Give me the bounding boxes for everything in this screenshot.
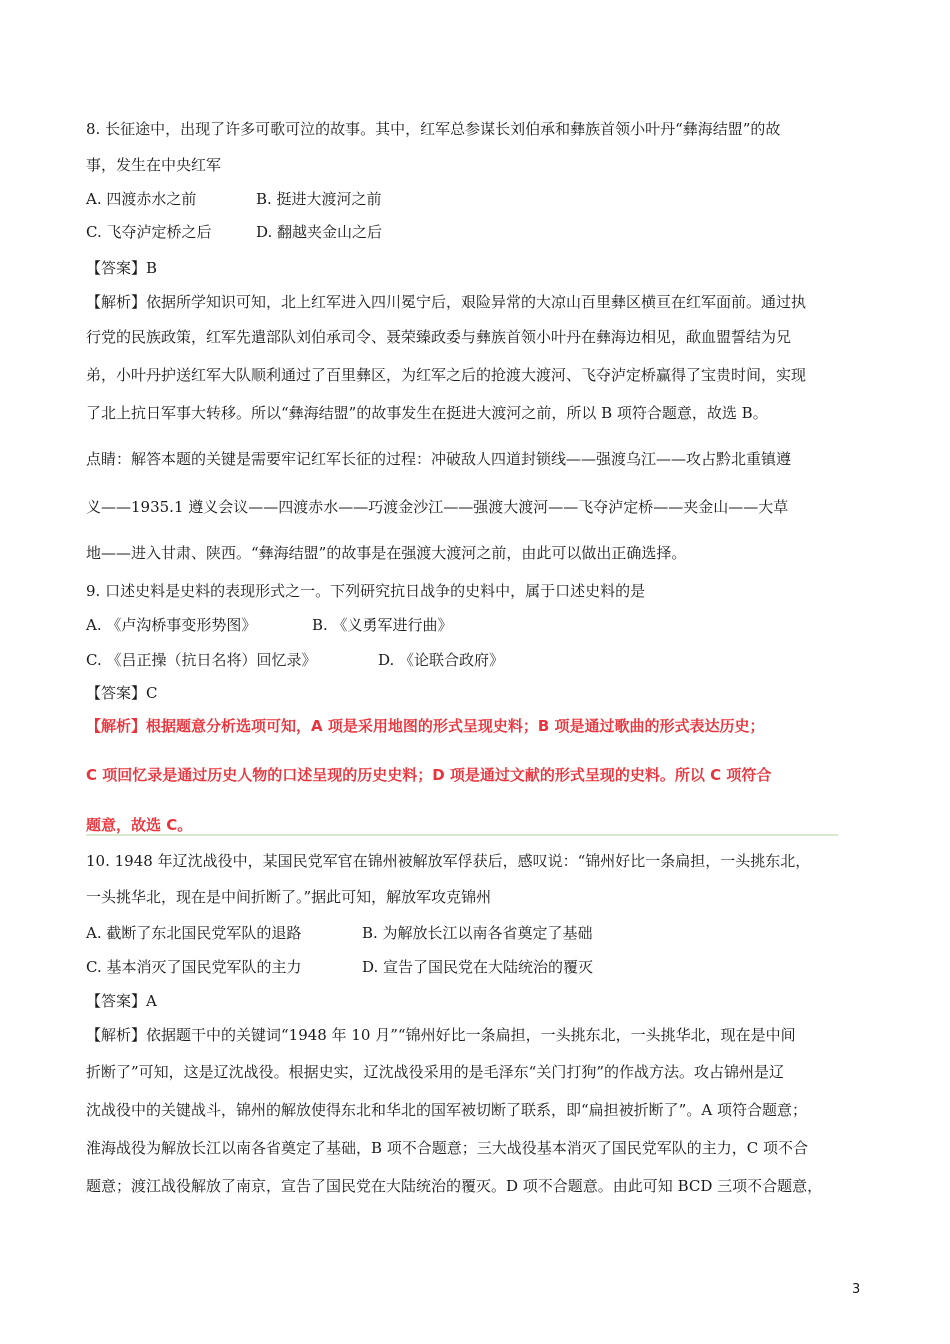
page-number: 3 [852, 1282, 861, 1297]
q9-analysis-line-1: 【解析】根据题意分析选项可知，A 项是采用地图的形式呈现史料；B 项是通过歌曲的形式表达历史； [86, 717, 765, 735]
q10-stem-line-1: 10. 1948 年辽沈战役中，某国民党军官在锦州被解放军俘获后，感叹说：“锦州好比一条扁担，一头挑东北， [86, 852, 811, 870]
q8-analysis-line-4: 了北上抗日军事大转移。所以“彝海结盟”的故事发生在挺进大渡河之前，所以 B 项符合题意，故选 B。 [86, 404, 768, 422]
q10-option-b: B. 为解放长江以南各省奠定了基础 [362, 924, 593, 942]
q9-options-row-1 [86, 614, 453, 636]
section-divider [86, 834, 838, 836]
q10-option-c: C. 基本消灭了国民党军队的主力 [86, 958, 302, 976]
q8-options-row-2 [86, 221, 382, 243]
q9-stem: 9. 口述史料是史料的表现形式之一。下列研究抗日战争的史料中，属于口述史料的是 [86, 582, 646, 600]
q10-analysis-line-1: 【解析】依据题干中的关键词“1948 年 10 月”“锦州好比一条扁担，一头挑东北，一头挑华北，现在是中间 [86, 1026, 796, 1044]
q10-stem-line-2: 一头挑华北，现在是中间折断了。”据此可知，解放军攻克锦州 [86, 888, 492, 906]
q9-option-b: B. 《义勇军进行曲》 [312, 616, 453, 634]
q9-analysis-line-2: C 项回忆录是通过历史人物的口述呈现的历史史料；D 项是通过文献的形式呈现的史料。所以 C 项符合 [86, 766, 772, 784]
q10-options-row-2 [86, 956, 593, 978]
q8-stem-line-1: 8. 长征途中，出现了许多可歌可泣的故事。其中，红军总参谋长刘伯承和彝族首领小叶丹“彝海结盟”的故 [86, 120, 781, 138]
q10-analysis-line-2: 折断了”可知，这是辽沈战役。根据史实，辽沈战役采用的是毛泽东“关门打狗”的作战方法。攻占锦州是辽 [86, 1063, 785, 1081]
q8-answer: 【答案】B [86, 259, 158, 277]
q9-option-d: D. 《论联合政府》 [378, 651, 505, 669]
q8-option-c: C. 飞夺泸定桥之后 [86, 223, 212, 241]
q10-analysis-line-5: 题意；渡江战役解放了南京，宣告了国民党在大陆统治的覆灭。D 项不合题意。由此可知 BCD 三项不合题意， [86, 1177, 823, 1195]
q9-analysis-line-3: 题意，故选 C。 [86, 816, 193, 834]
q8-tip-line-2: 义——1935.1 遵义会议——四渡赤水——巧渡金沙江——强渡大渡河——飞夺泸定桥——夹金山——大草 [86, 498, 789, 516]
q8-analysis-line-1: 【解析】依据所学知识可知，北上红军进入四川冕宁后，艰险异常的大凉山百里彝区横亘在红军面前。通过执 [86, 293, 807, 311]
q9-option-c: C. 《吕正操（抗日名将）回忆录》 [86, 651, 317, 669]
q8-options-row-1 [86, 188, 382, 210]
q10-option-a: A. 截断了东北国民党军队的退路 [86, 924, 302, 942]
q8-analysis-line-3: 弟，小叶丹护送红军大队顺利通过了百里彝区，为红军之后的抢渡大渡河、飞夺泸定桥赢得了宝贵时间，实现 [86, 366, 807, 384]
q8-analysis-line-2: 行党的民族政策，红军先遣部队刘伯承司令、聂荣臻政委与彝族首领小叶丹在彝海边相见，歃血盟誓结为兄 [86, 328, 792, 346]
q9-options-row-2 [86, 649, 504, 671]
q10-analysis-line-4: 淮海战役为解放长江以南各省奠定了基础，B 项不合题意；三大战役基本消灭了国民党军队的主力，C 项不合 [86, 1139, 809, 1157]
q10-answer: 【答案】A [86, 992, 157, 1010]
q10-analysis-line-3: 沈战役中的关键战斗，锦州的解放使得东北和华北的国军被切断了联系，即“扁担被折断了”。A 项符合题意； [86, 1101, 807, 1119]
q8-tip-line-3: 地——进入甘肃、陕西。“彝海结盟”的故事是在强渡大渡河之前，由此可以做出正确选择。 [86, 544, 687, 562]
q8-option-d: D. 翻越夹金山之后 [256, 223, 383, 241]
q8-stem-line-2: 事，发生在中央红军 [86, 156, 222, 174]
q8-option-b: B. 挺进大渡河之前 [256, 190, 382, 208]
q8-option-a: A. 四渡赤水之前 [86, 190, 197, 208]
q10-options-row-1 [86, 922, 593, 944]
q10-option-d: D. 宣告了国民党在大陆统治的覆灭 [362, 958, 594, 976]
q8-tip-line-1: 点睛：解答本题的关键是需要牢记红军长征的过程：冲破敌人四道封锁线——强渡乌江——攻占黔北重镇遵 [86, 450, 792, 468]
q9-option-a: A. 《卢沟桥事变形势图》 [86, 616, 257, 634]
q9-answer: 【答案】C [86, 684, 158, 702]
